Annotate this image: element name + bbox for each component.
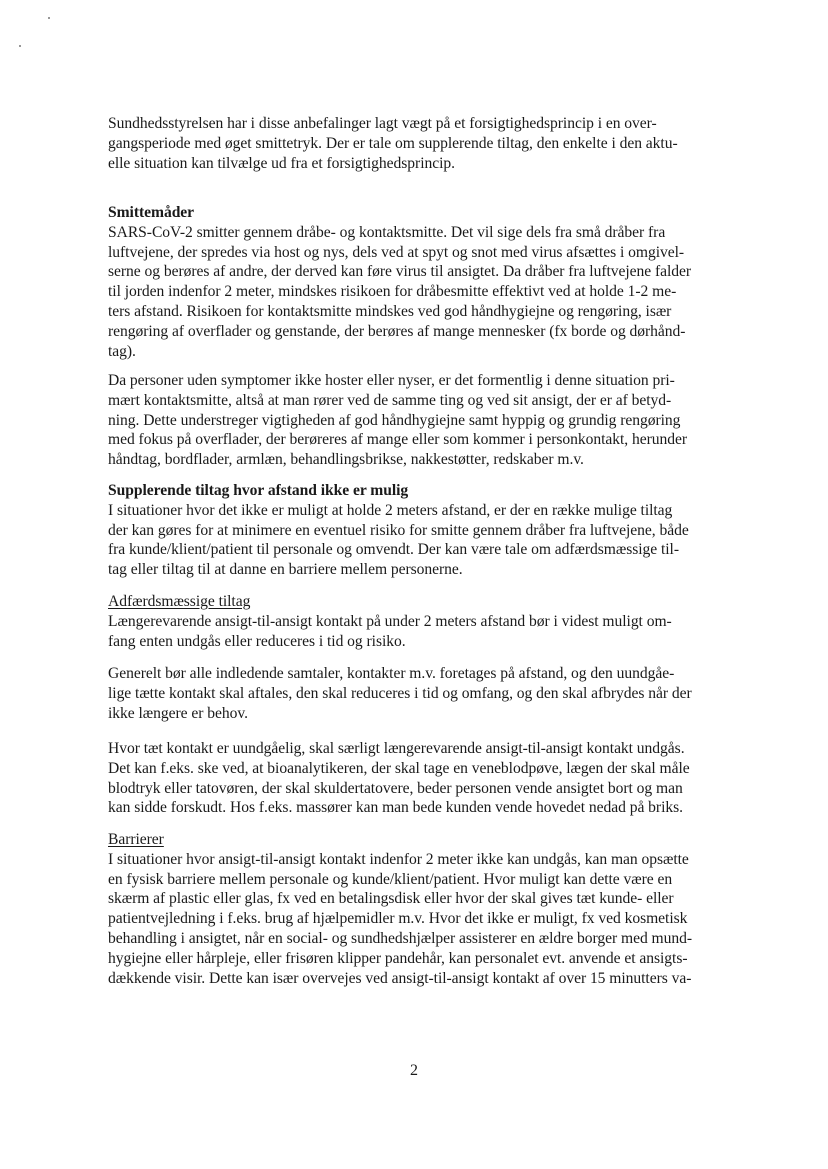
text-line: Sundhedsstyrelsen har i disse anbefalinger lagt vægt på et forsigtighedsprincip i en over- <box>108 115 657 132</box>
adfaerd-paragraph-3 <box>108 739 718 818</box>
text-line: med fokus på overflader, der berøreres af mange eller som kommer i personkontakt, herunder <box>108 431 687 449</box>
intro-paragraph <box>108 114 718 173</box>
text-line: fra kunde/klient/patient til personale og omvendt. Der kan være tale om adfærdsmæssige til- <box>108 541 679 559</box>
section-supplerende <box>108 481 718 580</box>
subsection-heading: Adfærdsmæssige tiltag <box>108 593 251 610</box>
text-line: tag). <box>108 342 136 360</box>
text-line: tag eller tiltag til at danne en barriere mellem personerne. <box>108 561 463 579</box>
text-line: Hvor tæt kontakt er uundgåelig, skal særligt længerevarende ansigt-til-ansigt kontakt undgås. <box>108 740 685 757</box>
text-line: behandling i ansigtet, når en social- og sundhedshjælper assisterer en ældre borger med mund- <box>108 929 693 947</box>
text-line: patientvejledning i f.eks. brug af hjælpemidler m.v. Hvor det ikke er muligt, fx ved kosmetisk <box>108 910 688 928</box>
text-line: gangsperiode med øget smittetryk. Der er tale om supplerende tiltag, den enkelte i den aktu- <box>108 134 678 152</box>
text-line: kan sidde forskudt. Hos f.eks. massører kan man bede kunden vende hovedet nedad på briks. <box>108 799 683 817</box>
page-number: 2 <box>410 1062 418 1079</box>
text-line: ters afstand. Risikoen for kontaktsmitte mindskes ved god håndhygiejne og rengøring, især <box>108 302 672 320</box>
text-line: elle situation kan tilvælge ud fra et forsigtighedsprincip. <box>108 154 455 172</box>
text-line: mært kontaktsmitte, altså at man rører ved de samme ting og ved sit ansigt, der er af betyd- <box>108 391 672 409</box>
text-line: lige tætte kontakt skal aftales, den skal reduceres i tid og omfang, og den skal afbrydes når der <box>108 684 692 702</box>
text-line: I situationer hvor det ikke er muligt at holde 2 meters afstand, er der en række mulige tiltag <box>108 501 673 519</box>
text-line: Det kan f.eks. ske ved, at bioanalytikeren, der skal tage en veneblodpøve, lægen der skal måle <box>108 759 690 777</box>
text-line: Da personer uden symptomer ikke hoster eller nyser, er det formentlig i denne situation pri- <box>108 372 675 389</box>
text-line: SARS-CoV-2 smitter gennem dråbe- og kontaktsmitte. Det vil sige dels fra små dråber fra <box>108 223 666 241</box>
scan-speck <box>48 17 50 19</box>
text-line: ning. Dette understreger vigtigheden af god håndhygiejne samt hyppig og grundig rengøring <box>108 411 681 429</box>
text-line: Længerevarende ansigt-til-ansigt kontakt på under 2 meters afstand bør i videst muligt om- <box>108 612 672 630</box>
text-line: håndtag, bordflader, armlæn, behandlingsbrikse, nakkestøtter, redskaber m.v. <box>108 451 584 469</box>
section-smittemader <box>108 203 718 361</box>
text-line: der kan gøres for at minimere en eventuel risiko for smitte gennem dråber fra luftvejene, både <box>108 521 689 539</box>
text-line: ikke længere er behov. <box>108 704 248 722</box>
section-barrierer <box>108 830 718 988</box>
section-heading: Supplerende tiltag hvor afstand ikke er mulig <box>108 482 409 499</box>
text-line: en fysisk barriere mellem personale og kunde/klient/patient. Hvor muligt kan dette være en <box>108 870 673 888</box>
text-line: I situationer hvor ansigt-til-ansigt kontakt indenfor 2 meter ikke kan undgås, kan man opsætte <box>108 850 689 868</box>
text-line: luftvejene, der spredes via host og nys, dels ved at spyt og snot med virus afsættes i omgivel- <box>108 243 685 261</box>
text-line: fang enten undgås eller reduceres i tid og risiko. <box>108 632 406 650</box>
text-line: rengøring af overflader og genstande, der berøres af mange mennesker (fx borde og dørhånd- <box>108 322 686 340</box>
subsection-heading: Barrierer <box>108 831 164 848</box>
text-line: til jorden indenfor 2 meter, mindskes risikoen for dråbesmitte effektivt ved at holde 1-2 me- <box>108 283 677 301</box>
text-line: serne og berøres af andre, der derved kan føre virus til ansigtet. Da dråber fra luftvejene falder <box>108 263 692 281</box>
text-line: dækkende visir. Dette kan især overvejes ved ansigt-til-ansigt kontakt af over 15 minutters va- <box>108 969 692 987</box>
text-line: Generelt bør alle indledende samtaler, kontakter m.v. foretages på afstand, og den uundgåe- <box>108 665 675 682</box>
section-adfaerd <box>108 592 718 651</box>
text-line: skærm af plastic eller glas, fx ved en betalingsdisk eller hvor der skal gives tæt kunde- eller <box>108 890 674 908</box>
text-line: hygiejne eller hårpleje, eller frisøren klipper pandehår, kan personalet evt. anvende et ansigts- <box>108 949 688 967</box>
scan-speck <box>19 45 21 47</box>
text-line: blodtryk eller tatovøren, der skal skuldertatovere, beder personen vende ansigtet bort og man <box>108 779 683 797</box>
section-heading: Smittemåder <box>108 204 195 221</box>
smittemader-paragraph-2 <box>108 371 718 470</box>
adfaerd-paragraph-2 <box>108 664 718 723</box>
